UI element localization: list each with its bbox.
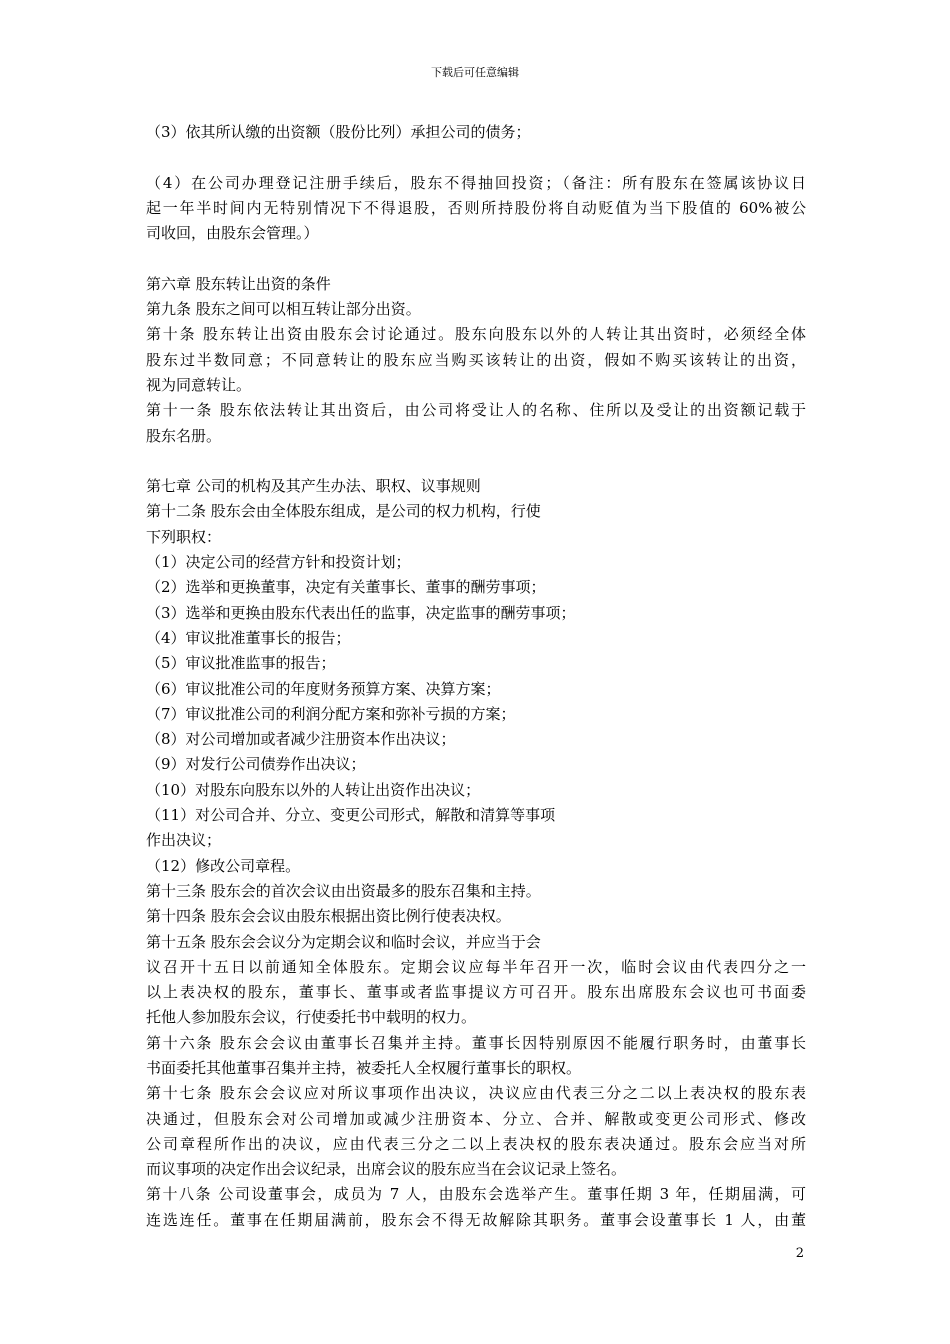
text-line: （7）审议批准公司的利润分配方案和弥补亏损的方案； <box>146 704 516 723</box>
text-line: （4）在公司办理登记注册手续后，股东不得抽回投资；（备注：所有股东在签属该协议日 <box>146 173 806 192</box>
text-line: （9）对发行公司债券作出决议； <box>146 755 366 774</box>
text-line: 起一年半时间内无特别情况下不得退股，否则所持股份将自动贬值为当下股值的 60%被公 <box>146 198 806 217</box>
text-line: 议召开十五日以前通知全体股东。定期会议应每半年召开一次，临时会议由代表四分之一 <box>146 957 806 976</box>
text-line: 第六章 股东转让出资的条件 <box>146 274 331 293</box>
text-line: 托他人参加股东会议，行使委托书中载明的权力。 <box>146 1008 477 1027</box>
page-number: 2 <box>795 1246 804 1261</box>
text-line: （6）审议批准公司的年度财务预算方案、决算方案； <box>146 679 501 698</box>
text-line: 第九条 股东之间可以相互转让部分出资。 <box>146 300 421 319</box>
text-line: （11）对公司合并、分立、变更公司形式，解散和清算等事项 <box>146 806 556 825</box>
text-line: （10）对股东向股东以外的人转让出资作出决议； <box>146 780 481 799</box>
text-line: 第十五条 股东会会议分为定期会议和临时会议，并应当于会 <box>146 932 541 951</box>
text-line: 第十三条 股东会的首次会议由出资最多的股东召集和主持。 <box>146 881 541 900</box>
text-line: 以上表决权的股东，董事长、董事或者监事提议方可召开。股东出席股东会议也可书面委 <box>146 983 806 1002</box>
text-line: 第十条 股东转让出资由股东会讨论通过。股东向股东以外的人转让其出资时，必须经全体 <box>146 325 806 344</box>
text-line: 第十八条 公司设董事会，成员为 7 人，由股东会选举产生。董事任期 3 年，任期届满，可 <box>146 1185 806 1204</box>
text-line: 第十一条 股东依法转让其出资后，由公司将受让人的名称、住所以及受让的出资额记载于 <box>146 401 806 420</box>
text-line: 作出决议； <box>146 831 222 850</box>
document-body <box>146 120 806 1233</box>
text-line: 第十六条 股东会会议由董事长召集并主持。董事长因特别原因不能履行职务时，由董事长 <box>146 1033 806 1052</box>
text-line: 司收回，由股东会管理。） <box>146 224 319 243</box>
page-header: 下载后可任意编辑 <box>431 66 519 79</box>
text-line: 第十二条 股东会由全体股东组成，是公司的权力机构，行使 <box>146 502 541 521</box>
blank-line <box>146 145 806 170</box>
text-line: 股东过半数同意；不同意转让的股东应当购买该转让的出资，假如不购买该转让的出资， <box>146 350 806 369</box>
text-line: 第十七条 股东会会议应对所议事项作出决议，决议应由代表三分之二以上表决权的股东表 <box>146 1084 806 1103</box>
blank-line <box>146 449 806 474</box>
text-line: 下列职权： <box>146 527 222 546</box>
text-line: 第七章 公司的机构及其产生办法、职权、议事规则 <box>146 477 481 496</box>
text-line: （2）选举和更换董事，决定有关董事长、董事的酬劳事项； <box>146 578 546 597</box>
text-line: （8）对公司增加或者减少注册资本作出决议； <box>146 730 456 749</box>
text-line: （4）审议批准董事长的报告； <box>146 628 351 647</box>
text-line: （1）决定公司的经营方针和投资计划； <box>146 553 411 572</box>
text-line: 而议事项的决定作出会议纪录，出席会议的股东应当在会议记录上签名。 <box>146 1160 627 1179</box>
text-line: （3）依其所认缴的出资额（股份比列）承担公司的债务； <box>146 123 531 141</box>
text-line: 视为同意转让。 <box>146 375 252 394</box>
text-line: 股东名册。 <box>146 426 222 445</box>
text-line: 连选连任。董事在任期届满前，股东会不得无故解除其职务。董事会设董事长 1 人，由董 <box>146 1210 806 1229</box>
blank-line <box>146 246 806 271</box>
text-line: （5）审议批准监事的报告； <box>146 654 336 673</box>
text-line: （3）选举和更换由股东代表出任的监事，决定监事的酬劳事项； <box>146 603 576 622</box>
text-line: 决通过，但股东会对公司增加或减少注册资本、分立、合并、解散或变更公司形式、修改 <box>146 1109 806 1128</box>
text-line: 书面委托其他董事召集并主持，被委托人全权履行董事长的职权。 <box>146 1058 582 1077</box>
text-line: （12）修改公司章程。 <box>146 856 301 875</box>
text-line: 第十四条 股东会会议由股东根据出资比例行使表决权。 <box>146 907 511 926</box>
text-line: 公司章程所作出的决议，应由代表三分之二以上表决权的股东表决通过。股东会应当对所 <box>146 1134 806 1153</box>
